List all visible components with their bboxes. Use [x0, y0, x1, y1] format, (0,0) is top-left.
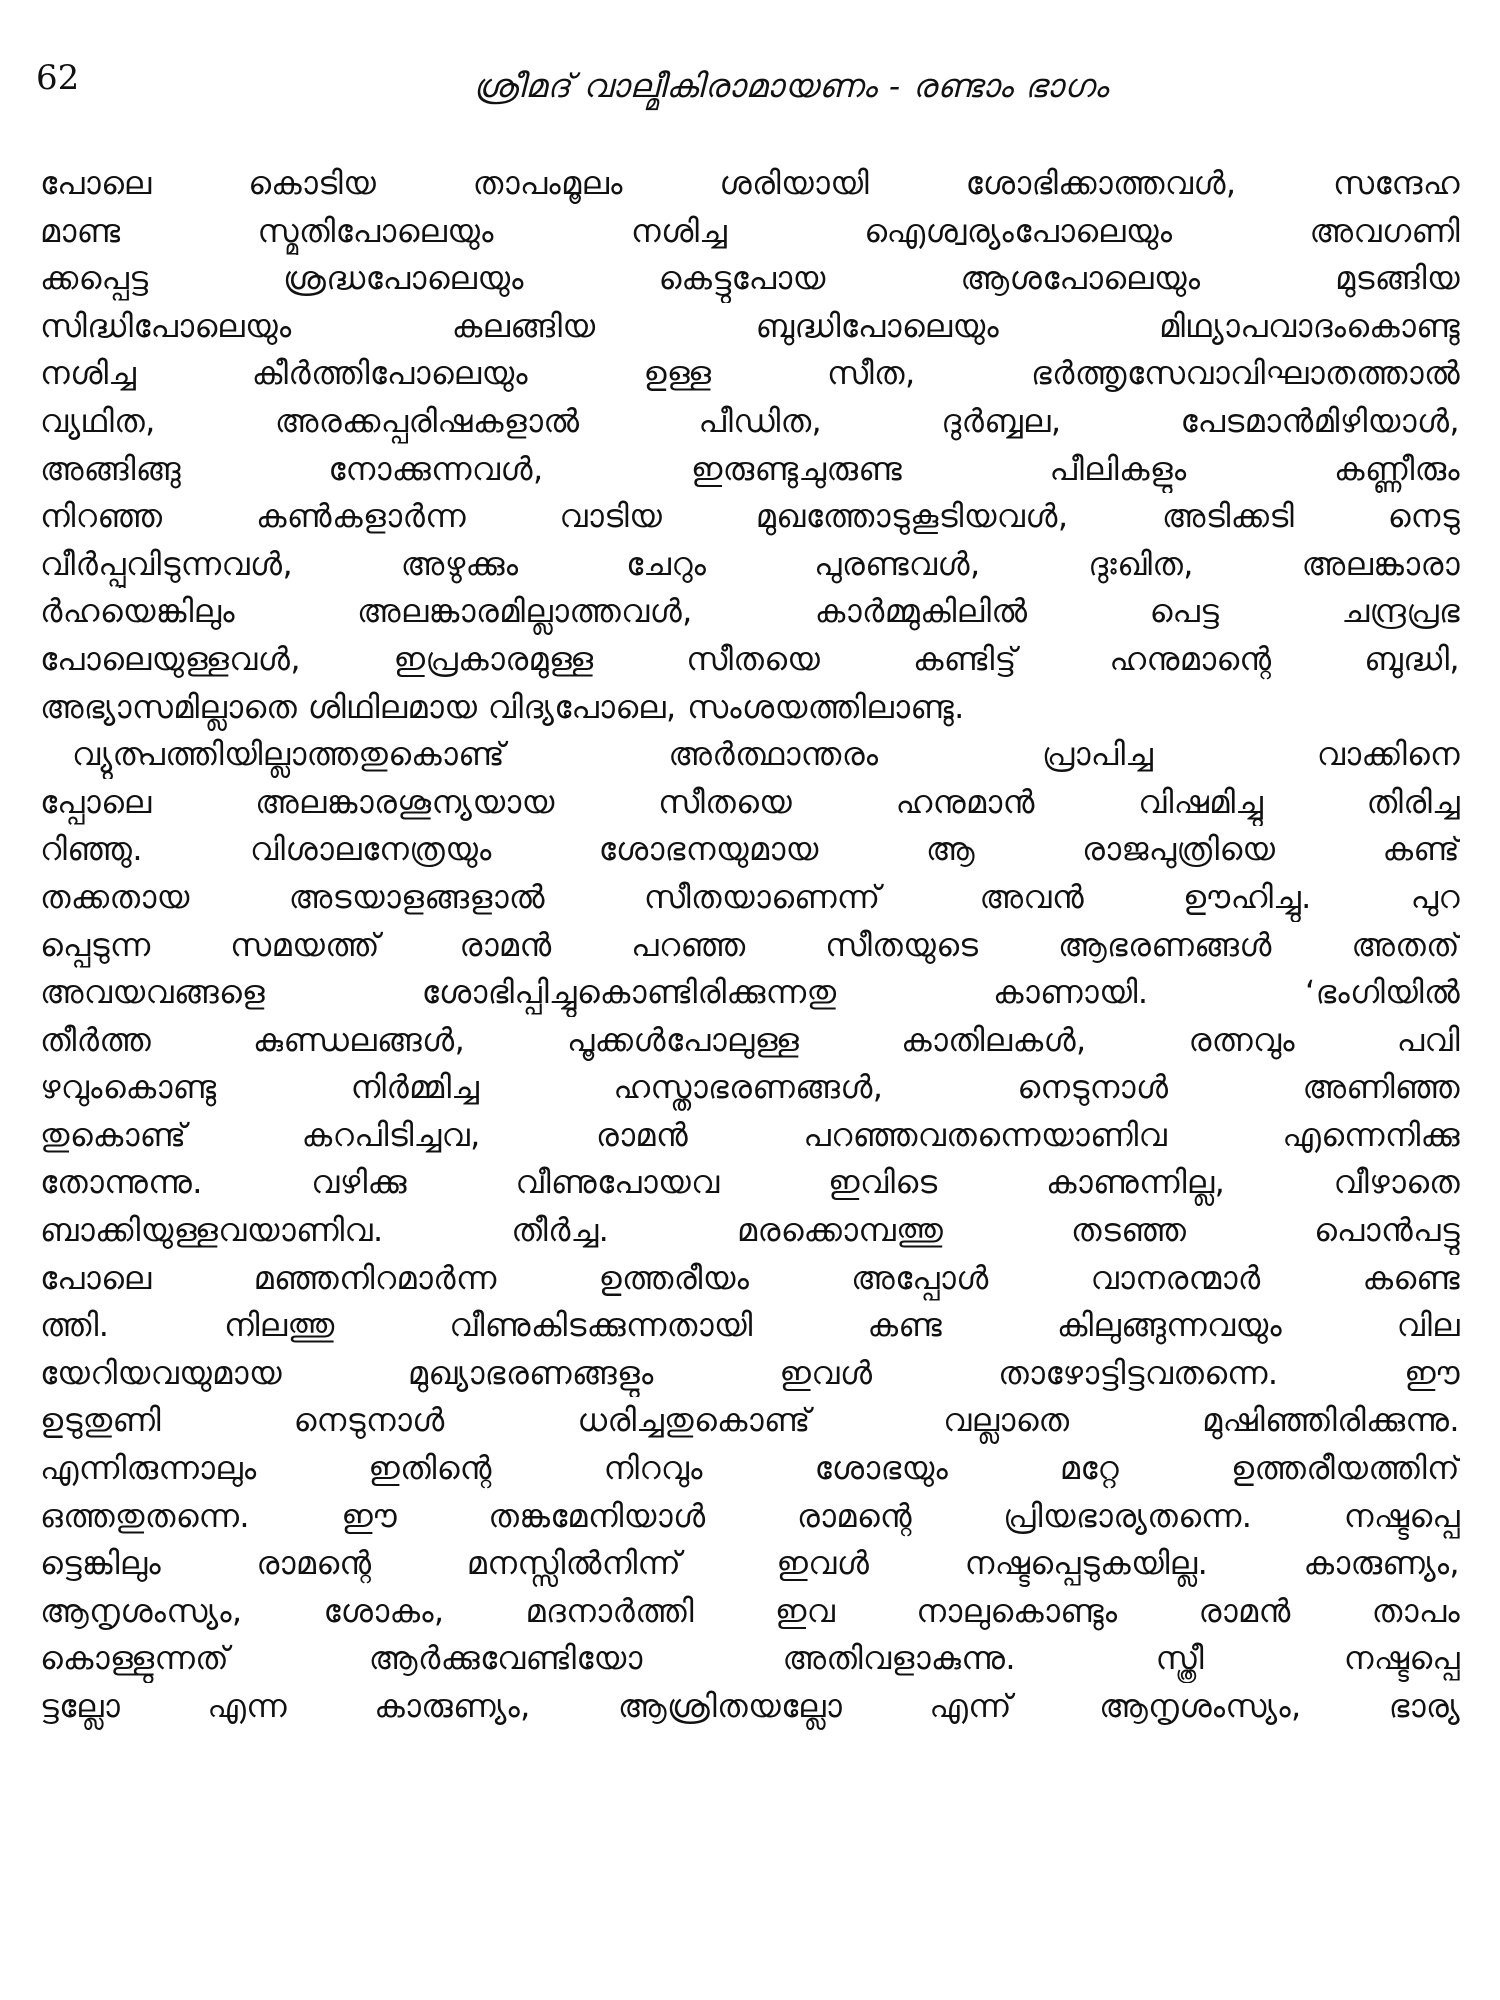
text-line: ഉടുതുണി നെടുനാൾ ധരിച്ചതുകൊണ്ട് വല്ലാതെ മുഷിഞ്ഞിരിക്കുന്നു. [40, 1401, 1460, 1440]
text-line: ഒത്തതുതന്നെ. ഈ തങ്കമേനിയാൾ രാമന്റെ പ്രിയഭാര്യതന്നെ. നഷ്ടപ്പെ [40, 1496, 1460, 1535]
text-line: ർഹയെങ്കിലും അലങ്കാരമില്ലാത്തവൾ, കാർമ്മുകിലിൽ പെട്ട ചന്ദ്രപ്രഭ [40, 592, 1460, 631]
text-line: വ്യഥിത, അരക്കപ്പരിഷകളാൽ പീഡിത, ദുർബ്ബല, പേടമാൻമിഴിയാൾ, [40, 401, 1460, 440]
running-title: ശ്രീമദ് വാല്മീകിരാമായണം - രണ്ടാം ഭാഗം [473, 66, 1109, 105]
text-line: പ്പോലെ അലങ്കാരശൂന്യയായ സീതയെ ഹനുമാൻ വിഷമിച്ചു തിരിച്ച [40, 782, 1460, 821]
text-line: അവയവങ്ങളെ ശോഭിപ്പിച്ചുകൊണ്ടിരിക്കുന്നതു കാണായി. ‘ഭംഗിയിൽ [40, 973, 1460, 1012]
text-line: കൊള്ളുന്നത് ആർക്കുവേണ്ടിയോ അതിവളാകുന്നു. സ്ത്രീ നഷ്ടപ്പെ [40, 1639, 1460, 1678]
page-number: 62 [36, 58, 80, 98]
text-line: വീർപ്പുവിടുന്നവൾ, അഴുക്കും ചേറും പുരണ്ടവൾ, ദുഃഖിത, അലങ്കാരാ [40, 544, 1460, 583]
text-line: എന്നിരുന്നാലും ഇതിന്റെ നിറവും ശോഭയും മറ്റേ ഉത്തരീയത്തിന് [40, 1449, 1460, 1488]
text-line: ട്ടെങ്കിലും രാമന്റെ മനസ്സിൽനിന്ന് ഇവൾ നഷ്ടപ്പെടുകയില്ല. കാരുണ്യം, [40, 1544, 1460, 1583]
text-line: പോലെ കൊടിയ താപംമൂലം ശരിയായി ശോഭിക്കാത്തവൾ, സന്ദേഹ [40, 164, 1460, 202]
text-line: നശിച്ച കീർത്തിപോലെയും ഉള്ള സീത, ഭർത്തൃസേവാവിഘാതത്താൽ [40, 354, 1460, 393]
text-line: തക്കതായ അടയാളങ്ങളാൽ സീതയാണെന്ന് അവൻ ഊഹിച്ചു. പുറ [40, 877, 1460, 916]
text-line: വ്യുത്പത്തിയില്ലാത്തതുകൊണ്ട് അർത്ഥാന്തരം പ്രാപിച്ച വാക്കിനെ [72, 735, 1460, 774]
text-line: അങ്ങിങ്ങു നോക്കുന്നവൾ, ഇരുണ്ടുചുരുണ്ട പീലികളും കണ്ണീരും [40, 449, 1460, 488]
text-line: പോലെയുള്ളവൾ, ഇപ്രകാരമുള്ള സീതയെ കണ്ടിട്ട് ഹനുമാന്റെ ബുദ്ധി, [40, 639, 1460, 678]
text-line: പ്പെടുന്ന സമയത്ത് രാമൻ പറഞ്ഞ സീതയുടെ ആഭരണങ്ങൾ അതത് [40, 925, 1460, 964]
text-line: മാണ്ട സ്മൃതിപോലെയും നശിച്ച ഐശ്വര്യംപോലെയും അവഗണി [40, 211, 1460, 250]
page-header [36, 58, 1456, 118]
text-line: റിഞ്ഞു. വിശാലനേത്രയും ശോഭനയുമായ ആ രാജപുത്രിയെ കണ്ട് [40, 830, 1460, 869]
body-text [40, 160, 1460, 1731]
text-line: തുകൊണ്ട് കറപിടിച്ചവ, രാമൻ പറഞ്ഞവതന്നെയാണിവ എന്നെനിക്കു [40, 1115, 1460, 1154]
text-line: പോലെ മഞ്ഞനിറമാർന്ന ഉത്തരീയം അപ്പോൾ വാനരന്മാർ കണ്ടെ [40, 1258, 1460, 1297]
text-line: അഭ്യാസമില്ലാതെ ശിഥിലമായ വിദ്യപോലെ, സംശയത്തിലാണ്ടു. [40, 687, 965, 726]
text-line: ആനൃശംസ്യം, ശോകം, മദനാർത്തി ഇവ നാലുകൊണ്ടും രാമൻ താപം [40, 1591, 1460, 1630]
text-line: നിറഞ്ഞ കൺകളാർന്ന വാടിയ മുഖത്തോടുകൂടിയവൾ, അടിക്കടി നെടു [40, 497, 1460, 536]
text-line: ത്തി. നിലത്തു വീണുകിടക്കുന്നതായി കണ്ട കിലുങ്ങുന്നവയും വില [40, 1306, 1460, 1345]
text-line: ക്കപ്പെട്ട ശ്രദ്ധപോലെയും കെട്ടുപോയ ആശപോലെയും മുടങ്ങിയ [40, 259, 1460, 298]
text-line: ബാക്കിയുള്ളവയാണിവ. തീർച്ച. മരക്കൊമ്പത്തു തടഞ്ഞ പൊൻപട്ടു [40, 1211, 1460, 1250]
text-line: യേറിയവയുമായ മുഖ്യാഭരണങ്ങളും ഇവൾ താഴോട്ടിട്ടവതന്നെ. ഈ [40, 1353, 1460, 1392]
text-line: സിദ്ധിപോലെയും കലങ്ങിയ ബുദ്ധിപോലെയും മിഥ്യാപവാദംകൊണ്ടു [40, 306, 1460, 345]
text-line: തീർത്ത കുണ്ഡലങ്ങൾ, പൂക്കൾപോലുള്ള കാതിലകൾ, രത്നവും പവി [40, 1020, 1460, 1059]
text-line: ഴവുംകൊണ്ടു നിർമ്മിച്ച ഹസ്താഭരണങ്ങൾ, നെടുനാൾ അണിഞ്ഞ [40, 1068, 1460, 1107]
text-line: ട്ടല്ലോ എന്ന കാരുണ്യം, ആശ്രിതയല്ലോ എന്ന് ആനൃശംസ്യം, ഭാര്യ [40, 1687, 1460, 1725]
text-line: തോന്നുന്നു. വഴിക്കു വീണുപോയവ ഇവിടെ കാണുന്നില്ല, വീഴാതെ [40, 1163, 1460, 1202]
